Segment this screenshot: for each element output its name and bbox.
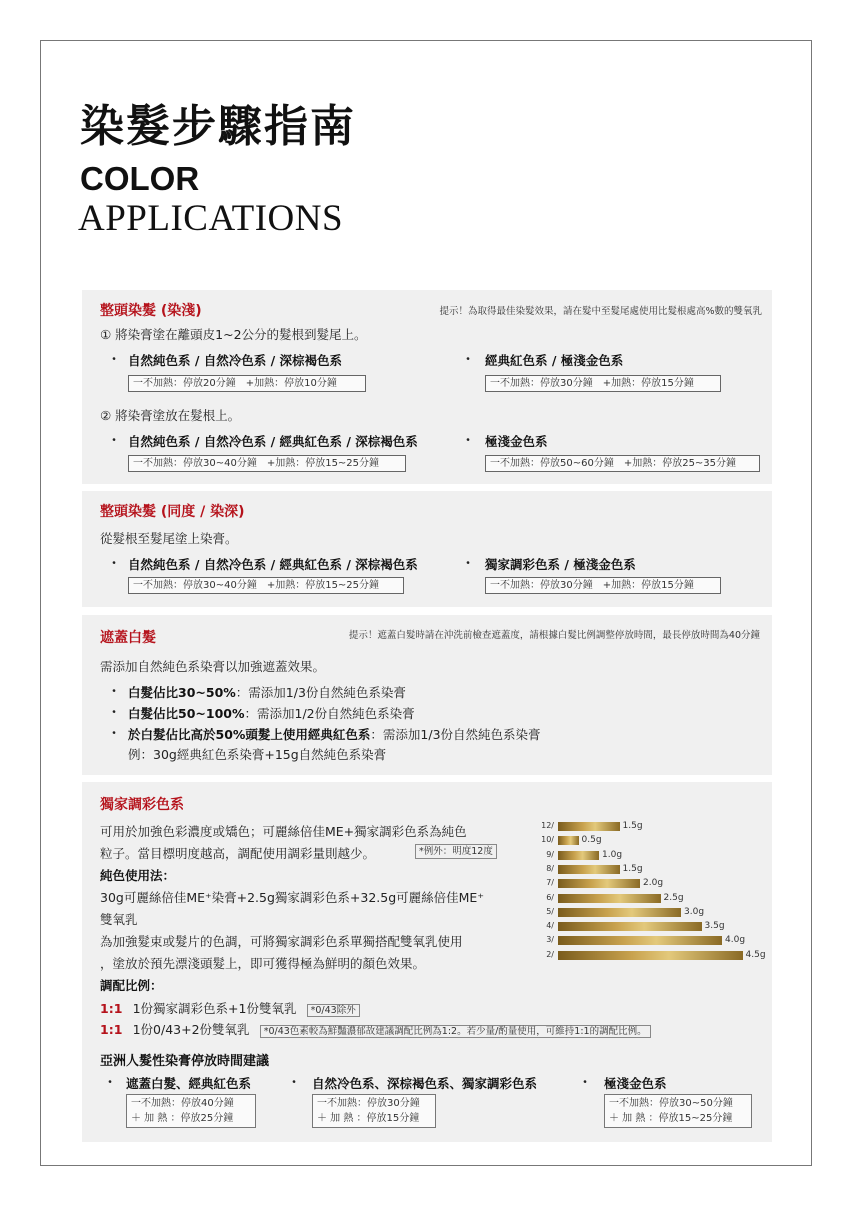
pure-title: 純色使用法： — [100, 868, 176, 883]
bullet: ・ — [108, 556, 121, 570]
bar-category-label: 9/ — [546, 849, 554, 859]
section-tip: 提示！遮蓋白髮時請在沖洗前檢查遮蓋度，請根據白髮比例調整停放時間，最長停放時間為40分鐘 — [348, 630, 760, 641]
bar-category-label: 6/ — [546, 892, 554, 902]
pure-line-3: 為加強髮束或髮片的色調，可將獨家調彩色系單獨搭配雙氧乳使用 — [100, 934, 463, 949]
section-full-lighten — [82, 290, 772, 484]
step-1: ① 將染膏塗在離頭皮1~2公分的髮根到髮尾上。 — [100, 327, 367, 342]
bar-category-label: 8/ — [546, 863, 554, 873]
pure-line-2: 雙氧乳 — [100, 912, 138, 927]
coverage-example: 例：30g經典紅色系染膏+15g自然純色系染膏 — [128, 747, 387, 762]
bar — [558, 908, 681, 917]
left-title: 自然純色系 / 自然冷色系 / 經典紅色系 / 深棕褐色系 — [128, 557, 418, 572]
right-title: 獨家調彩色系 / 極淺金色系 — [485, 557, 636, 572]
bar-value-label: 1.5g — [622, 821, 643, 831]
bar — [558, 936, 722, 945]
asia-title: 亞洲人髮性染膏停放時間建議 — [100, 1054, 270, 1069]
ratio-row-2: 1:1 1份0/43+2份雙氧乳 *0/43色素較為鮮豔濃郁故建議調配比例為1:2。若少量/酌量使用，可維持1:1的調配比例。 — [100, 1019, 651, 1038]
section-heading: 整頭染髮 (染淺) — [100, 303, 202, 319]
bar-value-label: 4.0g — [725, 935, 746, 946]
step2-right-title: 極淺金色系 — [485, 434, 548, 449]
step2-left-title: 自然純色系 / 自然冷色系 / 經典紅色系 / 深棕褐色系 — [128, 434, 418, 449]
bullet: ・ — [579, 1075, 592, 1089]
bar-category-label: 2/ — [546, 949, 554, 959]
col3-title: 極淺金色系 — [604, 1076, 667, 1091]
left-time: 一不加熱：停放30~40分鐘 +加熱：停放15~25分鐘 — [128, 577, 404, 594]
step1-right-time: 一不加熱：停放30分鐘 +加熱：停放15分鐘 — [485, 375, 721, 392]
pure-line-4: ，塗放於預先漂淺頭髮上，即可獲得極為鮮明的顏色效果。 — [100, 956, 426, 971]
bullet: ・ — [462, 433, 475, 447]
col2-title: 自然冷色系、深棕褐色系、獨家調彩色系 — [312, 1076, 538, 1091]
pure-line-1: 30g可麗絲倍佳ME⁺染膏+2.5g獨家調彩色系+32.5g可麗絲倍佳ME⁺ — [100, 890, 484, 905]
bar — [558, 865, 620, 874]
bar — [558, 836, 579, 845]
bar — [558, 879, 640, 888]
section-desc: 從髮根至髮尾塗上染膏。 — [100, 531, 238, 546]
bar — [558, 894, 661, 903]
bar-category-label: 5/ — [546, 906, 554, 916]
para1-line1: 可用於加強色彩濃度或矯色；可麗絲倍佳ME+獨家調彩色系為純色 — [100, 824, 467, 839]
step1-left-title: 自然純色系 / 自然冷色系 / 深棕褐色系 — [128, 353, 343, 368]
step1-right-title: 經典紅色系 / 極淺金色系 — [485, 353, 624, 368]
bullet: ・ — [104, 1075, 117, 1089]
page-title: 染髮步驟指南 — [80, 101, 356, 152]
section-grey-coverage — [82, 615, 772, 775]
bar-category-label: 12/ — [541, 821, 554, 830]
title-en-applications: APPLICATIONS — [78, 198, 344, 239]
section-desc: 需添加自然純色系染膏以加強遮蓋效果。 — [100, 659, 326, 674]
col1-title: 遮蓋白髮、經典紅色系 — [126, 1076, 252, 1091]
para1-line2: 粒子。當目標明度越高，調配使用調彩量則越少。 — [100, 846, 376, 861]
section-exclusive-mix — [82, 782, 772, 1142]
bar-category-label: 10/ — [541, 835, 554, 845]
bar — [558, 951, 743, 960]
bullet: ・ — [462, 352, 475, 366]
bullet: ・ — [108, 352, 121, 366]
bullet: ・ — [108, 433, 121, 447]
section-full-same-darker — [82, 491, 772, 607]
bullet: ・ — [462, 556, 475, 570]
bullet: ・ — [108, 705, 121, 719]
section-heading: 遮蓋白髮 — [100, 630, 156, 646]
bullet: ・ — [108, 726, 121, 740]
ratio-title: 調配比例： — [100, 978, 163, 993]
section-heading: 獨家調彩色系 — [100, 797, 184, 813]
bar-value-label: 3.0g — [684, 906, 705, 917]
right-time: 一不加熱：停放30分鐘 +加熱：停放15分鐘 — [485, 577, 721, 594]
step2-left-time: 一不加熱：停放30~40分鐘 +加熱：停放15~25分鐘 — [128, 455, 406, 472]
bar-category-label: 4/ — [546, 921, 554, 931]
mix-amount-chart — [534, 822, 770, 962]
bullet: ・ — [288, 1075, 301, 1089]
bar-category-label: 7/ — [546, 878, 554, 888]
bar — [558, 922, 702, 931]
title-en-color: COLOR — [80, 160, 200, 197]
bullet: ・ — [108, 684, 121, 698]
bar — [558, 822, 620, 831]
bar-value-label: 0.5g — [581, 835, 602, 846]
section-heading: 整頭染髮 (同度 / 染深) — [100, 504, 245, 520]
bar-value-label: 1.0g — [602, 849, 623, 860]
coverage-item-1: 白髮佔比30~50%：需添加1/3份自然純色系染膏 — [128, 685, 406, 700]
col2-times: 一不加熱：停放30分鐘 ＋ 加 熱 ：停放15分鐘 — [312, 1094, 436, 1128]
bar-value-label: 4.5g — [745, 949, 766, 960]
ratio-row-1: 1:1 1份獨家調彩色系+1份雙氧乳 *0/43除外 — [100, 998, 360, 1017]
step1-left-time: 一不加熱：停放20分鐘 +加熱：停放10分鐘 — [128, 375, 366, 392]
col1-times: 一不加熱：停放40分鐘 ＋ 加 熱 ：停放25分鐘 — [126, 1094, 256, 1128]
bar-value-label: 1.5g — [622, 863, 643, 874]
bar-value-label: 2.0g — [643, 878, 664, 889]
coverage-item-3: 於白髮佔比高於50%頭髮上使用經典紅色系：需添加1/3份自然純色系染膏 — [128, 727, 541, 742]
bar-category-label: 3/ — [546, 935, 554, 945]
step-2: ② 將染膏塗放在髮根上。 — [100, 408, 241, 423]
bar — [558, 851, 599, 860]
col3-times: 一不加熱：停放30~50分鐘 ＋ 加 熱 ：停放15~25分鐘 — [604, 1094, 752, 1128]
exception-note: *例外：明度12度 — [415, 844, 497, 859]
step2-right-time: 一不加熱：停放50~60分鐘 +加熱：停放25~35分鐘 — [485, 455, 760, 472]
coverage-item-2: 白髮佔比50~100%：需添加1/2份自然純色系染膏 — [128, 706, 415, 721]
bar-value-label: 3.5g — [704, 921, 725, 932]
section-tip: 提示！為取得最佳染髮效果，請在髮中至髮尾處使用比髮根處高%數的雙氧乳 — [439, 306, 762, 317]
bar-value-label: 2.5g — [663, 892, 684, 903]
